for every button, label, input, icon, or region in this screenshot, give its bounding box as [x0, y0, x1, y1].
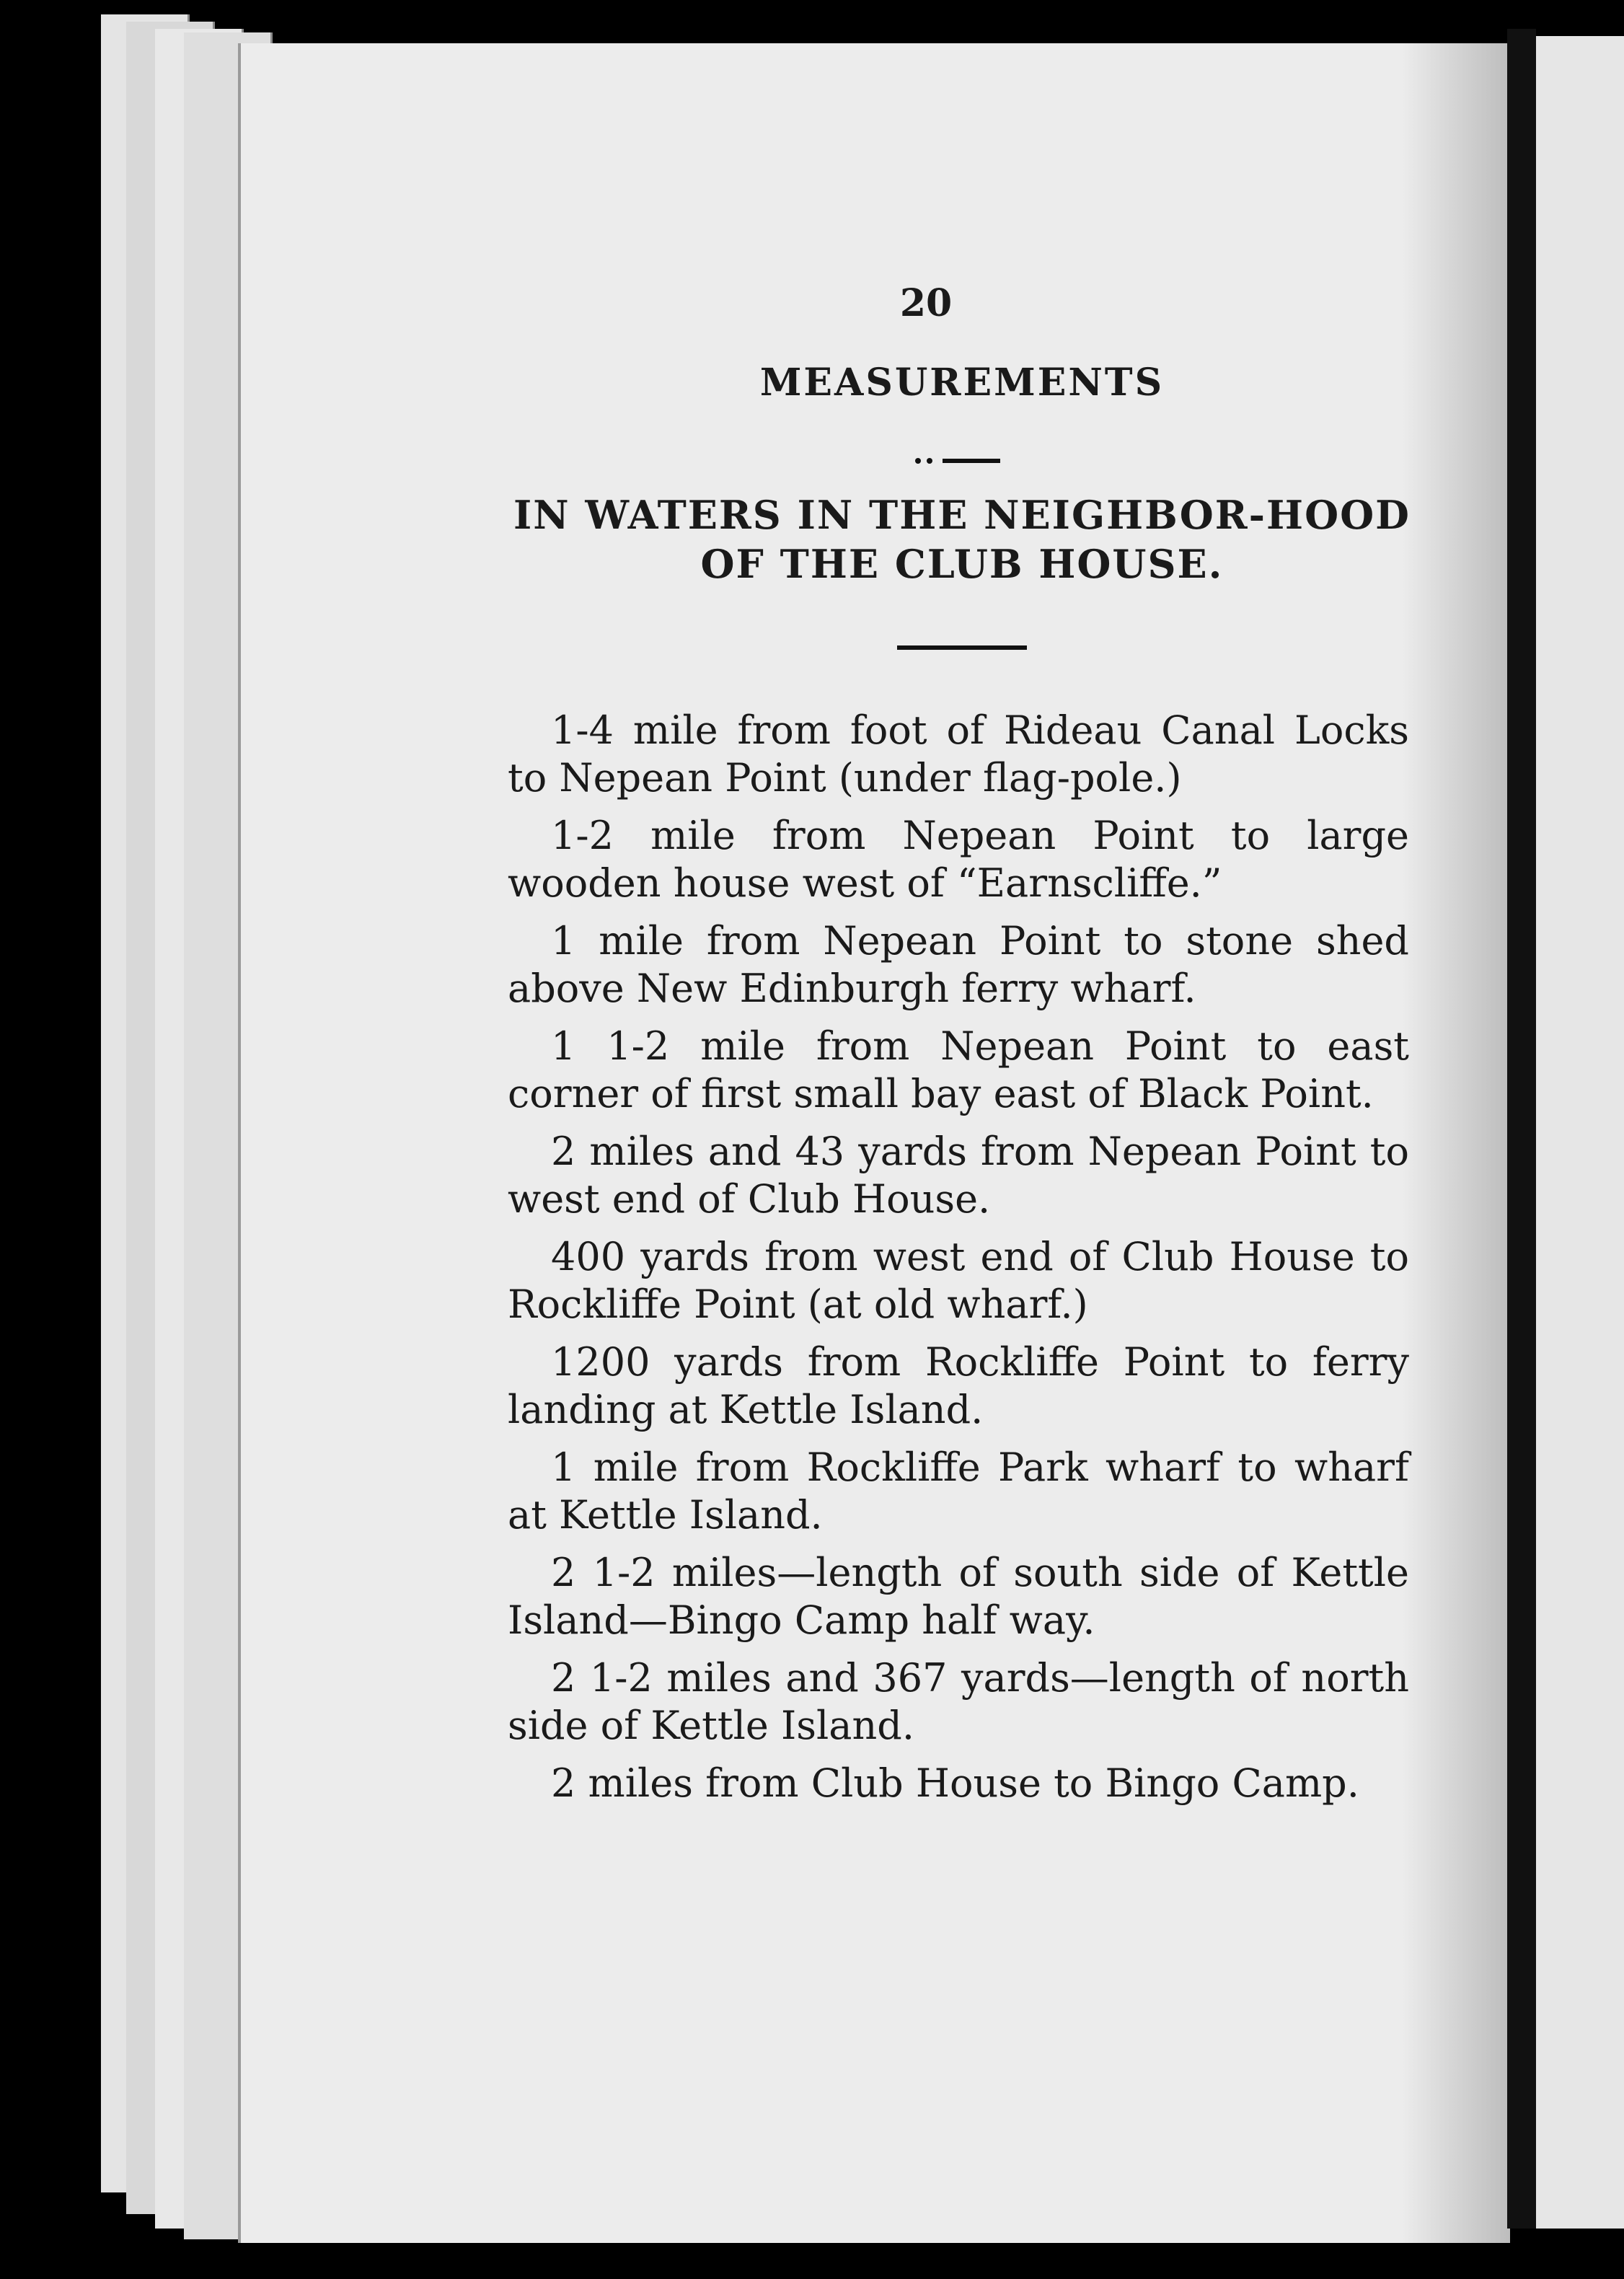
book-page	[238, 43, 1510, 2243]
section-subtitle: IN WATERS IN THE NEIGHBOR-HOOD OF THE CLUB HOUSE.	[513, 492, 1411, 587]
measurement-entry: 1 mile from Rockliffe Park wharf to wharf at Kettle Island.	[508, 1445, 1409, 1538]
rule-divider	[897, 645, 1027, 650]
measurement-entry: 1 mile from Nepean Point to stone shed above New Edinburgh ferry wharf.	[508, 918, 1409, 1011]
ornament-divider	[915, 458, 1023, 464]
measurement-entry: 2 miles and 43 yards from Nepean Point to west end of Club House.	[508, 1129, 1409, 1222]
facing-page-edge	[1536, 36, 1624, 2229]
measurement-entry: 400 yards from west end of Club House to Rockliffe Point (at old wharf.)	[508, 1234, 1409, 1327]
measurement-list	[508, 707, 1409, 1817]
measurement-entry: 1 1-2 mile from Nepean Point to east corner of first small bay east of Black Point.	[508, 1023, 1409, 1116]
book-spine	[1507, 29, 1536, 2229]
page-number: 20	[899, 281, 953, 325]
measurement-entry: 1200 yards from Rockliffe Point to ferry landing at Kettle Island.	[508, 1339, 1409, 1432]
page-title: MEASUREMENTS	[759, 361, 1165, 405]
measurement-entry: 1-4 mile from foot of Rideau Canal Locks to Nepean Point (under flag-pole.)	[508, 707, 1409, 801]
measurement-entry: 2 1-2 miles and 367 yards—length of north side of Kettle Island.	[508, 1655, 1409, 1748]
page-gutter-shadow	[1402, 43, 1510, 2243]
measurement-entry: 1-2 mile from Nepean Point to large wooden house west of “Earnscliffe.”	[508, 813, 1409, 906]
measurement-entry: 2 miles from Club House to Bingo Camp.	[551, 1760, 1359, 1806]
measurement-entry: 2 1-2 miles—length of south side of Kettle Island—Bingo Camp half way.	[508, 1550, 1409, 1643]
